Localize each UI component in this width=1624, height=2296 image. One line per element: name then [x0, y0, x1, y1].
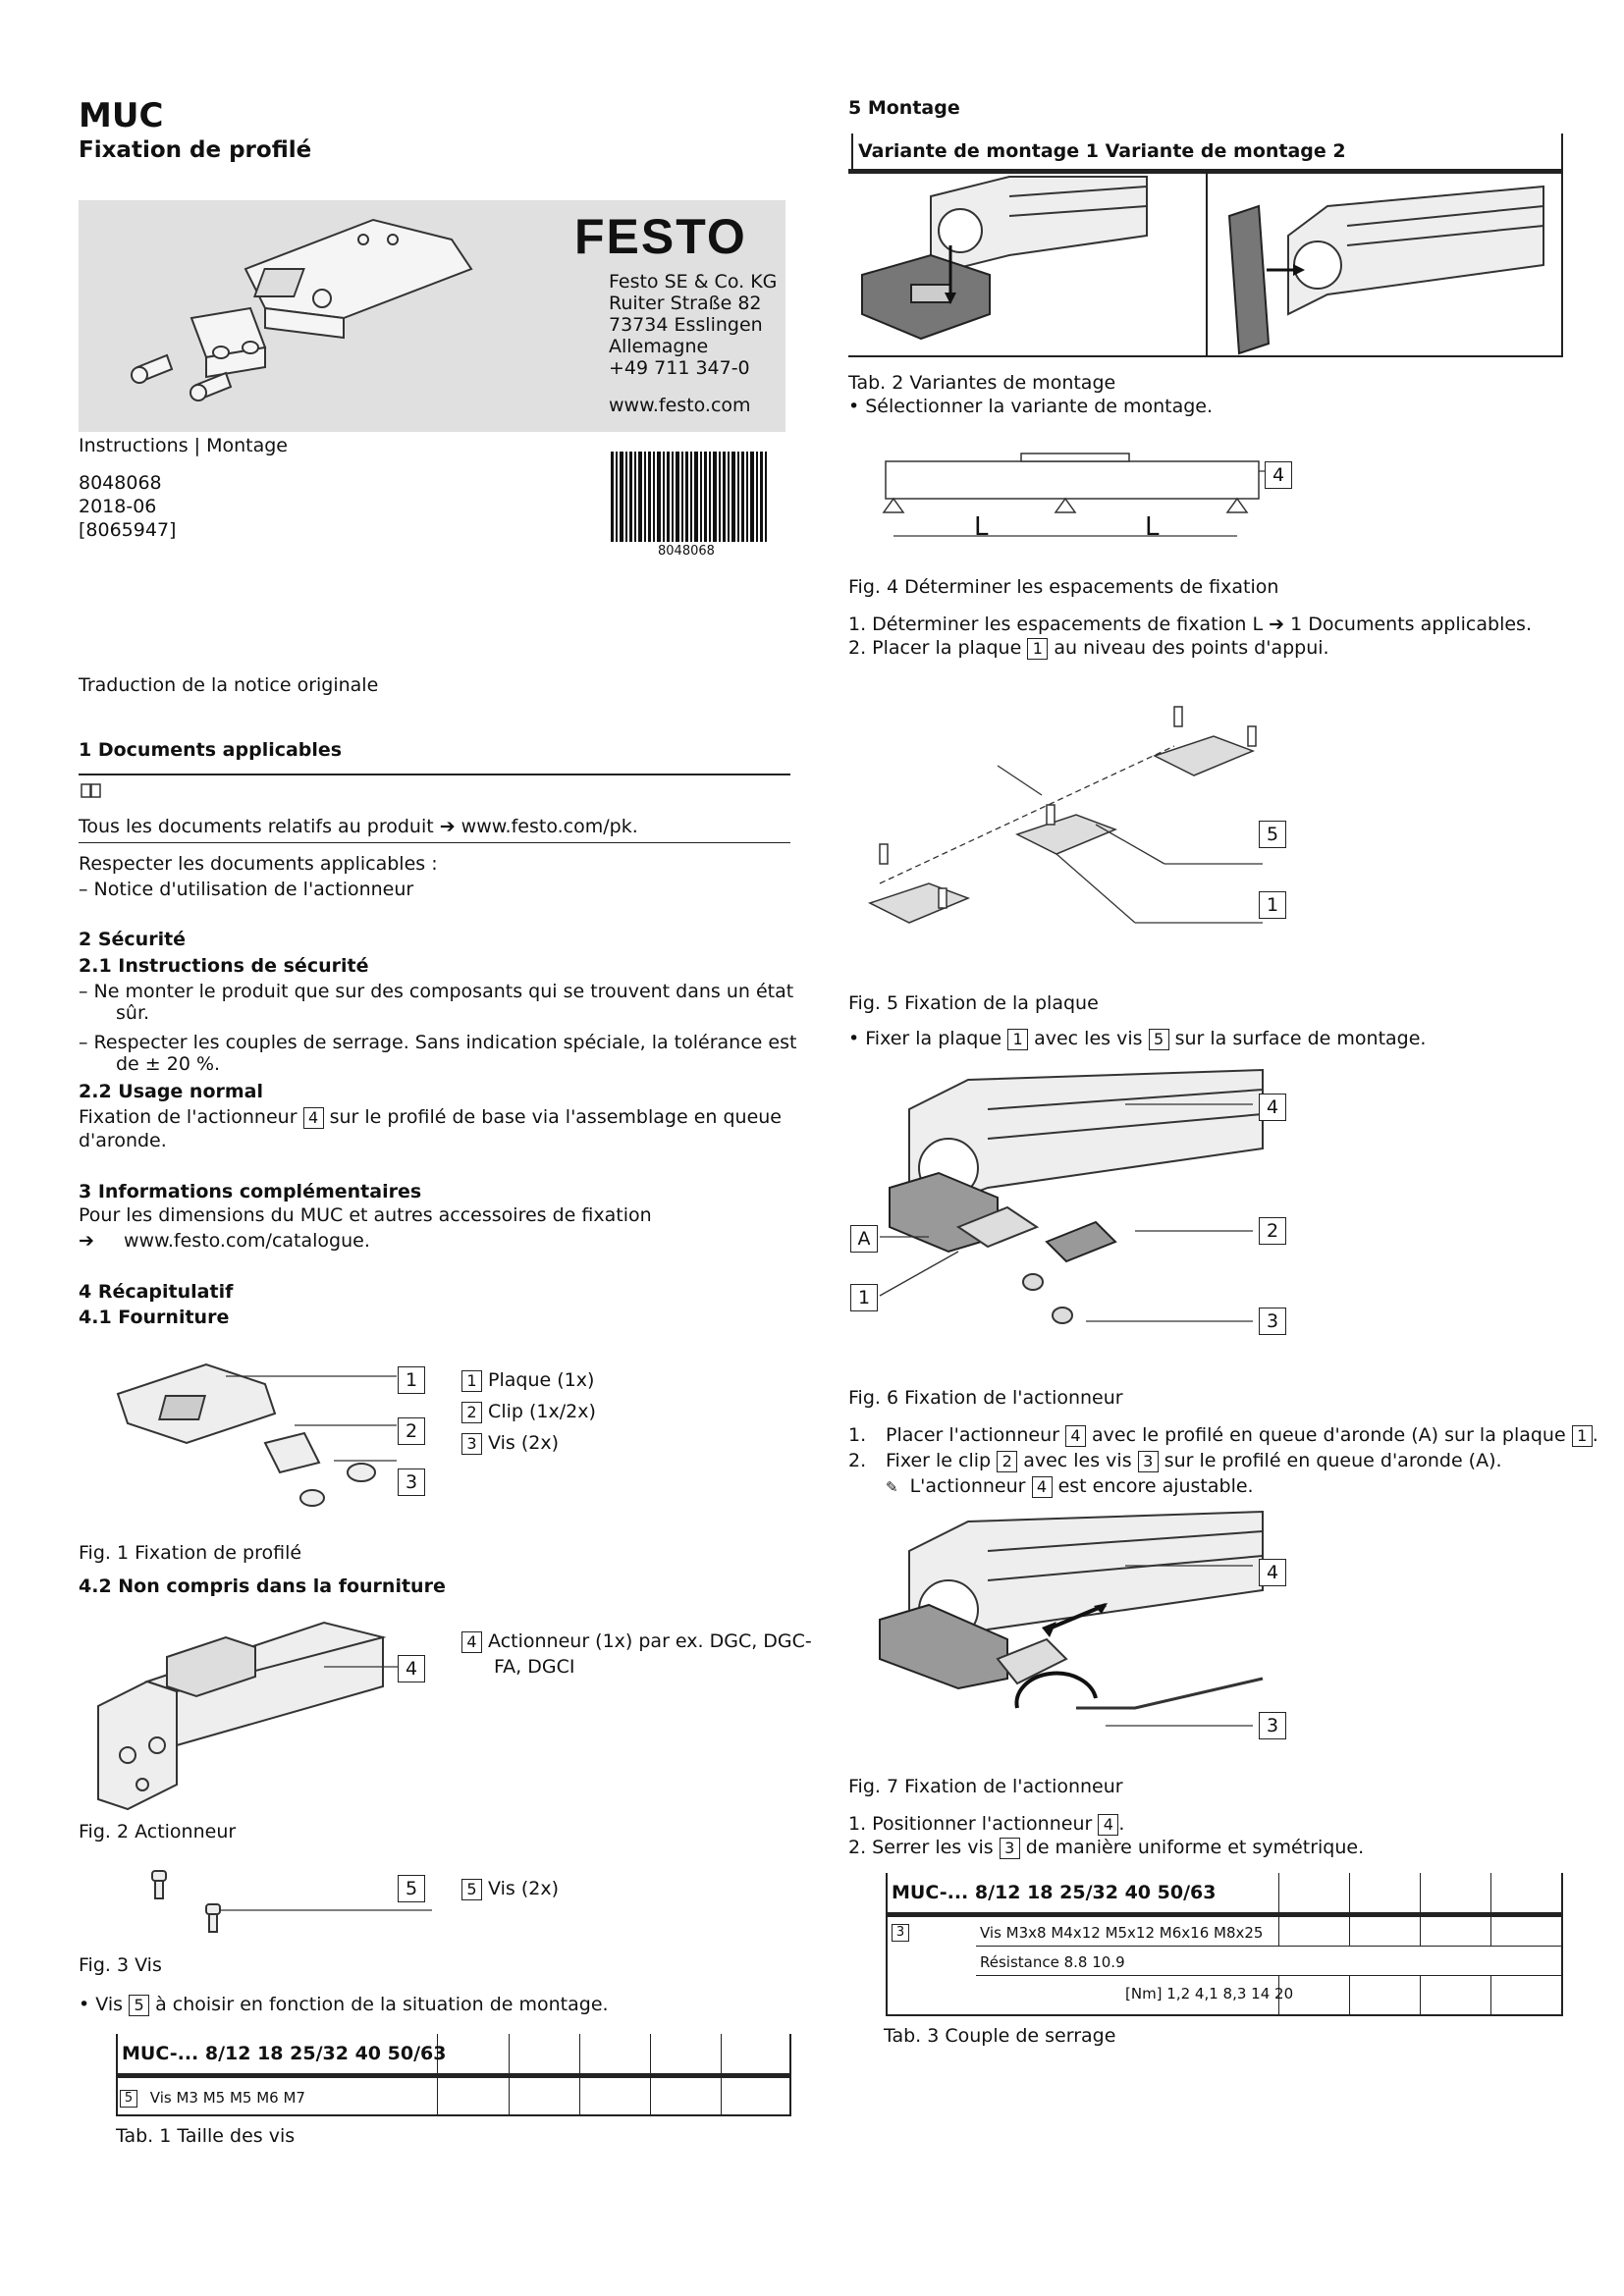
s4-2-heading: 4.2 Non compris dans la fourniture — [79, 1575, 446, 1597]
supply-item — [461, 1427, 596, 1459]
fig6-step2-n2: 2 — [997, 1451, 1017, 1472]
s2-heading: 2 Sécurité — [79, 929, 187, 950]
supply-item — [461, 1364, 596, 1396]
fig6-step2-c: sur le profilé en queue d'aronde (A). — [1164, 1450, 1502, 1471]
fig6-step1-n4: 4 — [1065, 1425, 1086, 1447]
supply-list — [461, 1364, 596, 1459]
fig4-caption: Fig. 4 Déterminer les espacements de fixation — [848, 576, 1279, 598]
s2-usage-text-b: sur le profilé de base via l'assemblage en queue — [329, 1106, 782, 1128]
translation-note: Traduction de la notice originale — [79, 674, 379, 696]
fig6-callout-4: 4 — [1259, 1094, 1286, 1121]
company-phone: +49 711 347-0 — [609, 357, 750, 379]
doc-title: MUC — [79, 96, 164, 135]
company-city: 73734 Esslingen — [609, 314, 763, 336]
fig4-step1: 1. Déterminer les espacements de fixation L ➔ 1 Documents applicables. — [848, 614, 1532, 635]
fig6-caption: Fig. 6 Fixation de l'actionneur — [848, 1387, 1123, 1409]
fig1-callout-1: 1 — [398, 1366, 425, 1394]
fig6-step1 — [848, 1423, 1598, 1447]
fig4-spacing-illustration — [874, 442, 1267, 550]
company-country: Allemagne — [609, 336, 709, 357]
fig5-note-a: • Fixer la plaque — [848, 1028, 1002, 1049]
s2-usage-text-a: Fixation de l'actionneur — [79, 1106, 298, 1128]
s3-line1: Pour les dimensions du MUC et autres accessoires de fixation — [79, 1204, 652, 1226]
tab3-row1: Vis M3x8 M4x12 M5x12 M6x16 M8x25 — [980, 1924, 1264, 1942]
tab2-note: • Sélectionner la variante de montage. — [848, 396, 1214, 417]
fig5-caption: Fig. 5 Fixation de la plaque — [848, 992, 1099, 1014]
fig1-callout-2: 2 — [398, 1417, 425, 1445]
fig6-step1-a: Placer l'actionneur — [886, 1424, 1059, 1446]
vis-num: 5 — [461, 1879, 482, 1900]
result-icon: ✎ — [886, 1478, 898, 1496]
actuator-text: Actionneur (1x) par ex. DGC, DGC- — [488, 1630, 812, 1652]
festo-logo: FESTO — [574, 209, 747, 264]
doc-ref: [8065947] — [79, 519, 177, 541]
fig6-step1-n1: 1 — [1572, 1425, 1593, 1447]
supply-item-label: Plaque (1x) — [488, 1369, 595, 1391]
fig5-note-num5: 5 — [1149, 1029, 1169, 1050]
fig5-note-b: avec les vis — [1034, 1028, 1143, 1049]
supply-item-label: Clip (1x/2x) — [488, 1401, 596, 1422]
fig5-callout-1: 1 — [1259, 891, 1286, 919]
doc-subtitle: Fixation de profilé — [79, 137, 312, 163]
vis-note — [79, 1993, 609, 2016]
fig5-note — [848, 1027, 1426, 1050]
doc-number: 8048068 — [79, 472, 162, 494]
company-web[interactable]: www.festo.com — [609, 395, 751, 416]
fig4-step2-num: 1 — [1027, 638, 1048, 660]
fig4-label-L1: L — [974, 512, 989, 542]
fig5-callout-5: 5 — [1259, 821, 1286, 848]
tab3-caption: Tab. 3 Couple de serrage — [884, 2025, 1116, 2047]
fig1-callout-3: 3 — [398, 1468, 425, 1496]
fig4-step2-b: au niveau des points d'appui. — [1054, 637, 1329, 659]
doc-kind: Instructions | Montage — [79, 435, 288, 456]
vis-item — [461, 1877, 559, 1900]
supply-item-label: Vis (2x) — [488, 1432, 560, 1454]
s2-bullet1b: sûr. — [116, 1002, 150, 1024]
fig7-step1-num: 4 — [1098, 1814, 1118, 1836]
fig6-step1-b: avec le profilé en queue d'aronde (A) sur la plaque — [1092, 1424, 1566, 1446]
fig6-callout-1: 1 — [850, 1284, 878, 1311]
fig2-callout-4: 4 — [398, 1655, 425, 1682]
fig6-step2-b: avec les vis — [1023, 1450, 1132, 1471]
vis-note-num: 5 — [129, 1995, 149, 2016]
fig3-caption: Fig. 3 Vis — [79, 1954, 162, 1976]
doc-date: 2018-06 — [79, 496, 157, 517]
tab3-row3: [Nm] 1,2 4,1 8,3 14 20 — [1125, 1985, 1294, 2002]
tab2-header: Variante de montage 1 Variante de montage 2 — [858, 140, 1346, 162]
s2-bullet2b: de ± 20 %. — [116, 1053, 221, 1075]
s2-bullet1a: – Ne monter le produit que sur des composants qui se trouvent dans un état — [79, 981, 794, 1002]
tab1-row-num: 5 — [120, 2090, 137, 2108]
book-icon — [81, 783, 102, 799]
fig5-plate-mounting-illustration — [850, 687, 1272, 952]
actuator-line1 — [461, 1629, 812, 1653]
fig2-caption: Fig. 2 Actionneur — [79, 1821, 237, 1842]
fig6-step2-a: Fixer le clip — [886, 1450, 992, 1471]
fig7-actuator-positioning-illustration — [850, 1512, 1282, 1767]
fig3-callout-5: 5 — [398, 1875, 425, 1902]
fig5-note-num1: 1 — [1007, 1029, 1028, 1050]
tab2-caption: Tab. 2 Variantes de montage — [848, 372, 1116, 394]
s2-bullet2a: – Respecter les couples de serrage. Sans indication spéciale, la tolérance est — [79, 1032, 797, 1053]
s2-usage-line2: d'aronde. — [79, 1130, 167, 1151]
fig7-step1-a: 1. Positionner l'actionneur — [848, 1813, 1093, 1835]
tab1 — [116, 2034, 791, 2116]
fig7-step1-b: . — [1118, 1813, 1125, 1835]
s1-bottom-rule — [79, 842, 790, 843]
fig6-step2-num: 2. — [848, 1450, 867, 1471]
s1-line1: Tous les documents relatifs au produit ➔ www.festo.com/pk. — [79, 816, 638, 837]
s4-1-heading: 4.1 Fourniture — [79, 1307, 230, 1328]
tab1-row-text: Vis M3 M5 M5 M6 M7 — [149, 2089, 305, 2107]
company-address — [609, 271, 777, 416]
fig6-step3-n4: 4 — [1032, 1476, 1053, 1498]
s1-heading: 1 Documents applicables — [79, 739, 343, 761]
fig7-step2-b: de manière uniforme et symétrique. — [1025, 1837, 1365, 1858]
s4-heading: 4 Récapitulatif — [79, 1281, 234, 1303]
fig1-caption: Fig. 1 Fixation de profilé — [79, 1542, 302, 1564]
variant2-illustration — [1210, 177, 1563, 353]
supply-item-num: 1 — [461, 1370, 482, 1392]
fig2-actuator-illustration — [98, 1618, 422, 1814]
s3-heading: 3 Informations complémentaires — [79, 1181, 422, 1202]
actuator-line2: FA, DGCI — [494, 1656, 575, 1678]
variant1-illustration — [852, 177, 1206, 353]
fig6-callout-2: 2 — [1259, 1217, 1286, 1245]
tab1-header: MUC-... 8/12 18 25/32 40 50/63 — [122, 2043, 447, 2064]
tab3-row2: Résistance 8.8 10.9 — [980, 1953, 1125, 1971]
fig6-actuator-mounting-illustration — [850, 1070, 1282, 1345]
fig5-note-c: sur la surface de montage. — [1174, 1028, 1427, 1049]
callout-4: 4 — [303, 1107, 324, 1129]
fig4-step2-a: 2. Placer la plaque — [848, 637, 1022, 659]
fig7-step2-num: 3 — [1000, 1838, 1020, 1859]
fig7-callout-3: 3 — [1259, 1712, 1286, 1739]
s5-heading: 5 Montage — [848, 97, 960, 119]
fig7-step2 — [848, 1836, 1364, 1859]
fig6-step3 — [886, 1474, 1254, 1499]
fig6-step3-a: L'actionneur — [909, 1475, 1026, 1497]
tab1-row — [120, 2089, 305, 2108]
s2-usage-line1 — [79, 1105, 782, 1129]
actuator-num: 4 — [461, 1631, 482, 1653]
fig6-step2 — [848, 1449, 1502, 1472]
vis-note-a: • Vis — [79, 1994, 124, 2015]
barcode-text: 8048068 — [658, 544, 715, 559]
fig6-callout-3: 3 — [1259, 1308, 1286, 1335]
supply-item — [461, 1396, 596, 1427]
fig7-caption: Fig. 7 Fixation de l'actionneur — [848, 1776, 1123, 1797]
fig7-step2-a: 2. Serrer les vis — [848, 1837, 994, 1858]
header-box — [79, 200, 785, 432]
company-name: Festo SE & Co. KG — [609, 271, 778, 293]
s2-2-heading: 2.2 Usage normal — [79, 1081, 264, 1102]
s3-catalogue-link[interactable]: www.festo.com/catalogue. — [124, 1230, 370, 1252]
supply-item-num: 2 — [461, 1402, 482, 1423]
fig6-step1-num: 1. — [848, 1424, 867, 1446]
fig6-step1-c: . — [1592, 1424, 1598, 1446]
supply-item-num: 3 — [461, 1433, 482, 1455]
fig6-callout-A: A — [850, 1225, 878, 1253]
fig4-callout-4: 4 — [1265, 461, 1292, 489]
fig4-step2 — [848, 636, 1329, 660]
tab2 — [848, 133, 1563, 357]
vis-note-b: à choisir en fonction de la situation de montage. — [155, 1994, 609, 2015]
s3-arrow: ➔ — [79, 1230, 94, 1252]
fig4-label-L2: L — [1145, 512, 1160, 542]
product-illustration — [79, 200, 491, 432]
tab3-header: MUC-... 8/12 18 25/32 40 50/63 — [892, 1882, 1217, 1903]
s1-line3: – Notice d'utilisation de l'actionneur — [79, 879, 414, 900]
fig7-callout-4: 4 — [1259, 1559, 1286, 1586]
tab1-caption: Tab. 1 Taille des vis — [116, 2125, 296, 2147]
s2-1-heading: 2.1 Instructions de sécurité — [79, 955, 369, 977]
fig6-step2-n3: 3 — [1138, 1451, 1159, 1472]
fig7-step1 — [848, 1812, 1124, 1836]
company-street: Ruiter Straße 82 — [609, 293, 762, 314]
vis-label: Vis (2x) — [488, 1878, 560, 1899]
s1-top-rule — [79, 774, 790, 775]
tab3-row-num: 3 — [892, 1924, 909, 1942]
fig6-step3-b: est encore ajustable. — [1057, 1475, 1254, 1497]
tab3 — [886, 1873, 1563, 2016]
s1-line2: Respecter les documents applicables : — [79, 853, 438, 875]
